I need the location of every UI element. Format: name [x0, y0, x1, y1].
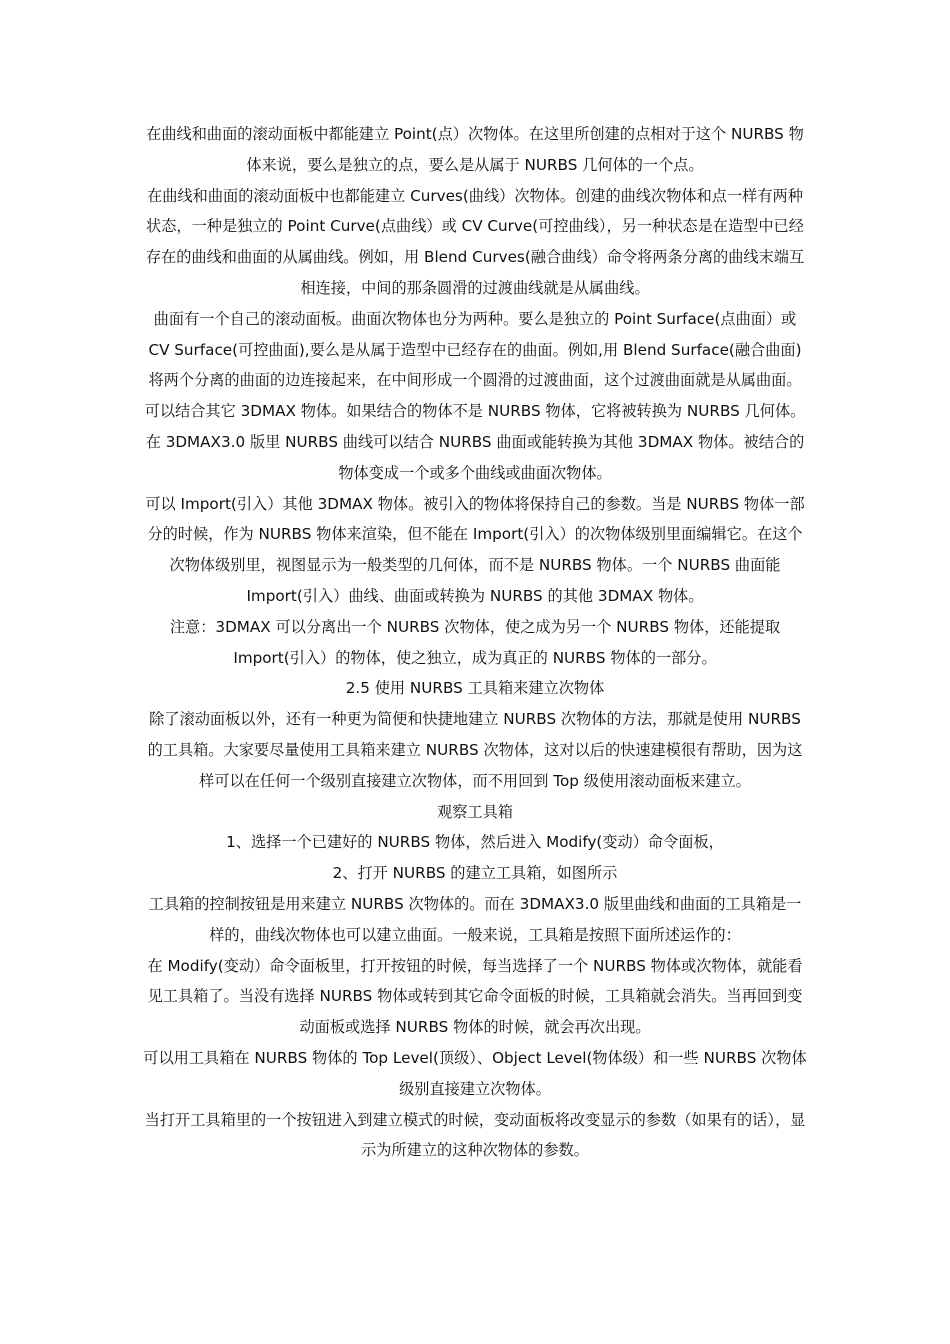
- paragraph-point-subobject: 在曲线和曲面的滚动面板中都能建立 Point(点）次物体。在这里所创建的点相对于这个 NURBS 物体来说，要么是独立的点，要么是从属于 NURBS 几何体的一个点。: [146, 125, 804, 174]
- paragraph-toolbox-visibility: 在 Modify(变动）命令面板里，打开按钮的时候，每当选择了一个 NURBS 物体或次物体，就能看见工具箱了。当没有选择 NURBS 物体或转到其它命令面板的时候，工具箱就会消失。当再回到变动面板或选择 NURBS 物体的时候，就会再次出现。: [147, 956, 803, 1037]
- paragraph-create-mode: 当打开工具箱里的一个按钮进入到建立模式的时候，变动面板将改变显示的参数（如果有的话），显示为所建立的这种次物体的参数。: [144, 1110, 806, 1160]
- paragraph-import-objects: 可以 Import(引入）其他 3DMAX 物体。被引入的物体将保持自己的参数。当是 NURBS 物体一部分的时候，作为 NURBS 物体来渲染，但不能在 Import(引入）的次物体级别里面编辑它。在这个次物体级别里，视图显示为一般类型的几何体，而不是 NURBS 物体。一个 NURBS 曲面能 Import(引入）曲线、曲面或转换为 NURBS 的其他 3DMAX 物体。: [145, 494, 805, 605]
- step-1: 1、选择一个已建好的 NURBS 物体，然后进入 Modify(变动）命令面板，: [226, 833, 724, 852]
- paragraph-toolbox-buttons: 工具箱的控制按钮是用来建立 NURBS 次物体的。而在 3DMAX3.0 版里曲线和曲面的工具箱是一样的，曲线次物体也可以建立曲面。一般来说，工具箱是按照下面所述运作的：: [148, 894, 802, 944]
- paragraph-toolbox-intro: 除了滚动面板以外，还有一种更为简便和快捷地建立 NURBS 次物体的方法，那就是使用 NURBS 的工具箱。大家要尽量使用工具箱来建立 NURBS 次物体，这对以后的快速建模很有帮助，因为这样可以在任何一个级别直接建立次物体，而不用回到 Top 级使用滚动面板来建立。: [147, 710, 803, 790]
- paragraph-surface-subobject: 曲面有一个自己的滚动面板。曲面次物体也分为两种。要么是独立的 Point Surface(点曲面）或 CV Surface(可控曲面),要么是从属于造型中已经存在的曲面。例如,用 Blend Surface(融合曲面)将两个分离的曲面的边连接起来，在中间形成一个圆滑的过渡曲面，这个过渡曲面就是从属曲面。: [148, 309, 802, 390]
- paragraph-note: 注意：3DMAX 可以分离出一个 NURBS 次物体，使之成为另一个 NURBS 物体，还能提取 Import(引入）的物体，使之独立，成为真正的 NURBS 物体的一部分。: [169, 617, 781, 667]
- step-2: 2、打开 NURBS 的建立工具箱，如图所示: [332, 864, 618, 883]
- document-body: [143, 119, 807, 1166]
- paragraph-toolbox-levels: 可以用工具箱在 NURBS 物体的 Top Level(顶级）、Object Level(物体级）和一些 NURBS 次物体级别直接建立次物体。: [143, 1048, 807, 1098]
- subheading-observe-toolbox: 观察工具箱: [437, 802, 513, 821]
- paragraph-attach-objects: 可以结合其它 3DMAX 物体。如果结合的物体不是 NURBS 物体，它将被转换为 NURBS 几何体。在 3DMAX3.0 版里 NURBS 曲线可以结合 NURBS 曲面或能转换为其他 3DMAX 物体。被结合的物体变成一个或多个曲线或曲面次物体。: [144, 402, 806, 482]
- paragraph-curves-subobject: 在曲线和曲面的滚动面板中也都能建立 Curves(曲线）次物体。创建的曲线次物体和点一样有两种状态，一种是独立的 Point Curve(点曲线）或 CV Curve(可控曲线），另一种状态是在造型中已经存在的曲线和曲面的从属曲线。例如，用 Blend Curves(融合曲线）命令将两条分离的曲线末端互相连接，中间的那条圆滑的过渡曲线就是从属曲线。: [145, 186, 805, 297]
- section-heading: 2.5 使用 NURBS 工具箱来建立次物体: [345, 679, 605, 698]
